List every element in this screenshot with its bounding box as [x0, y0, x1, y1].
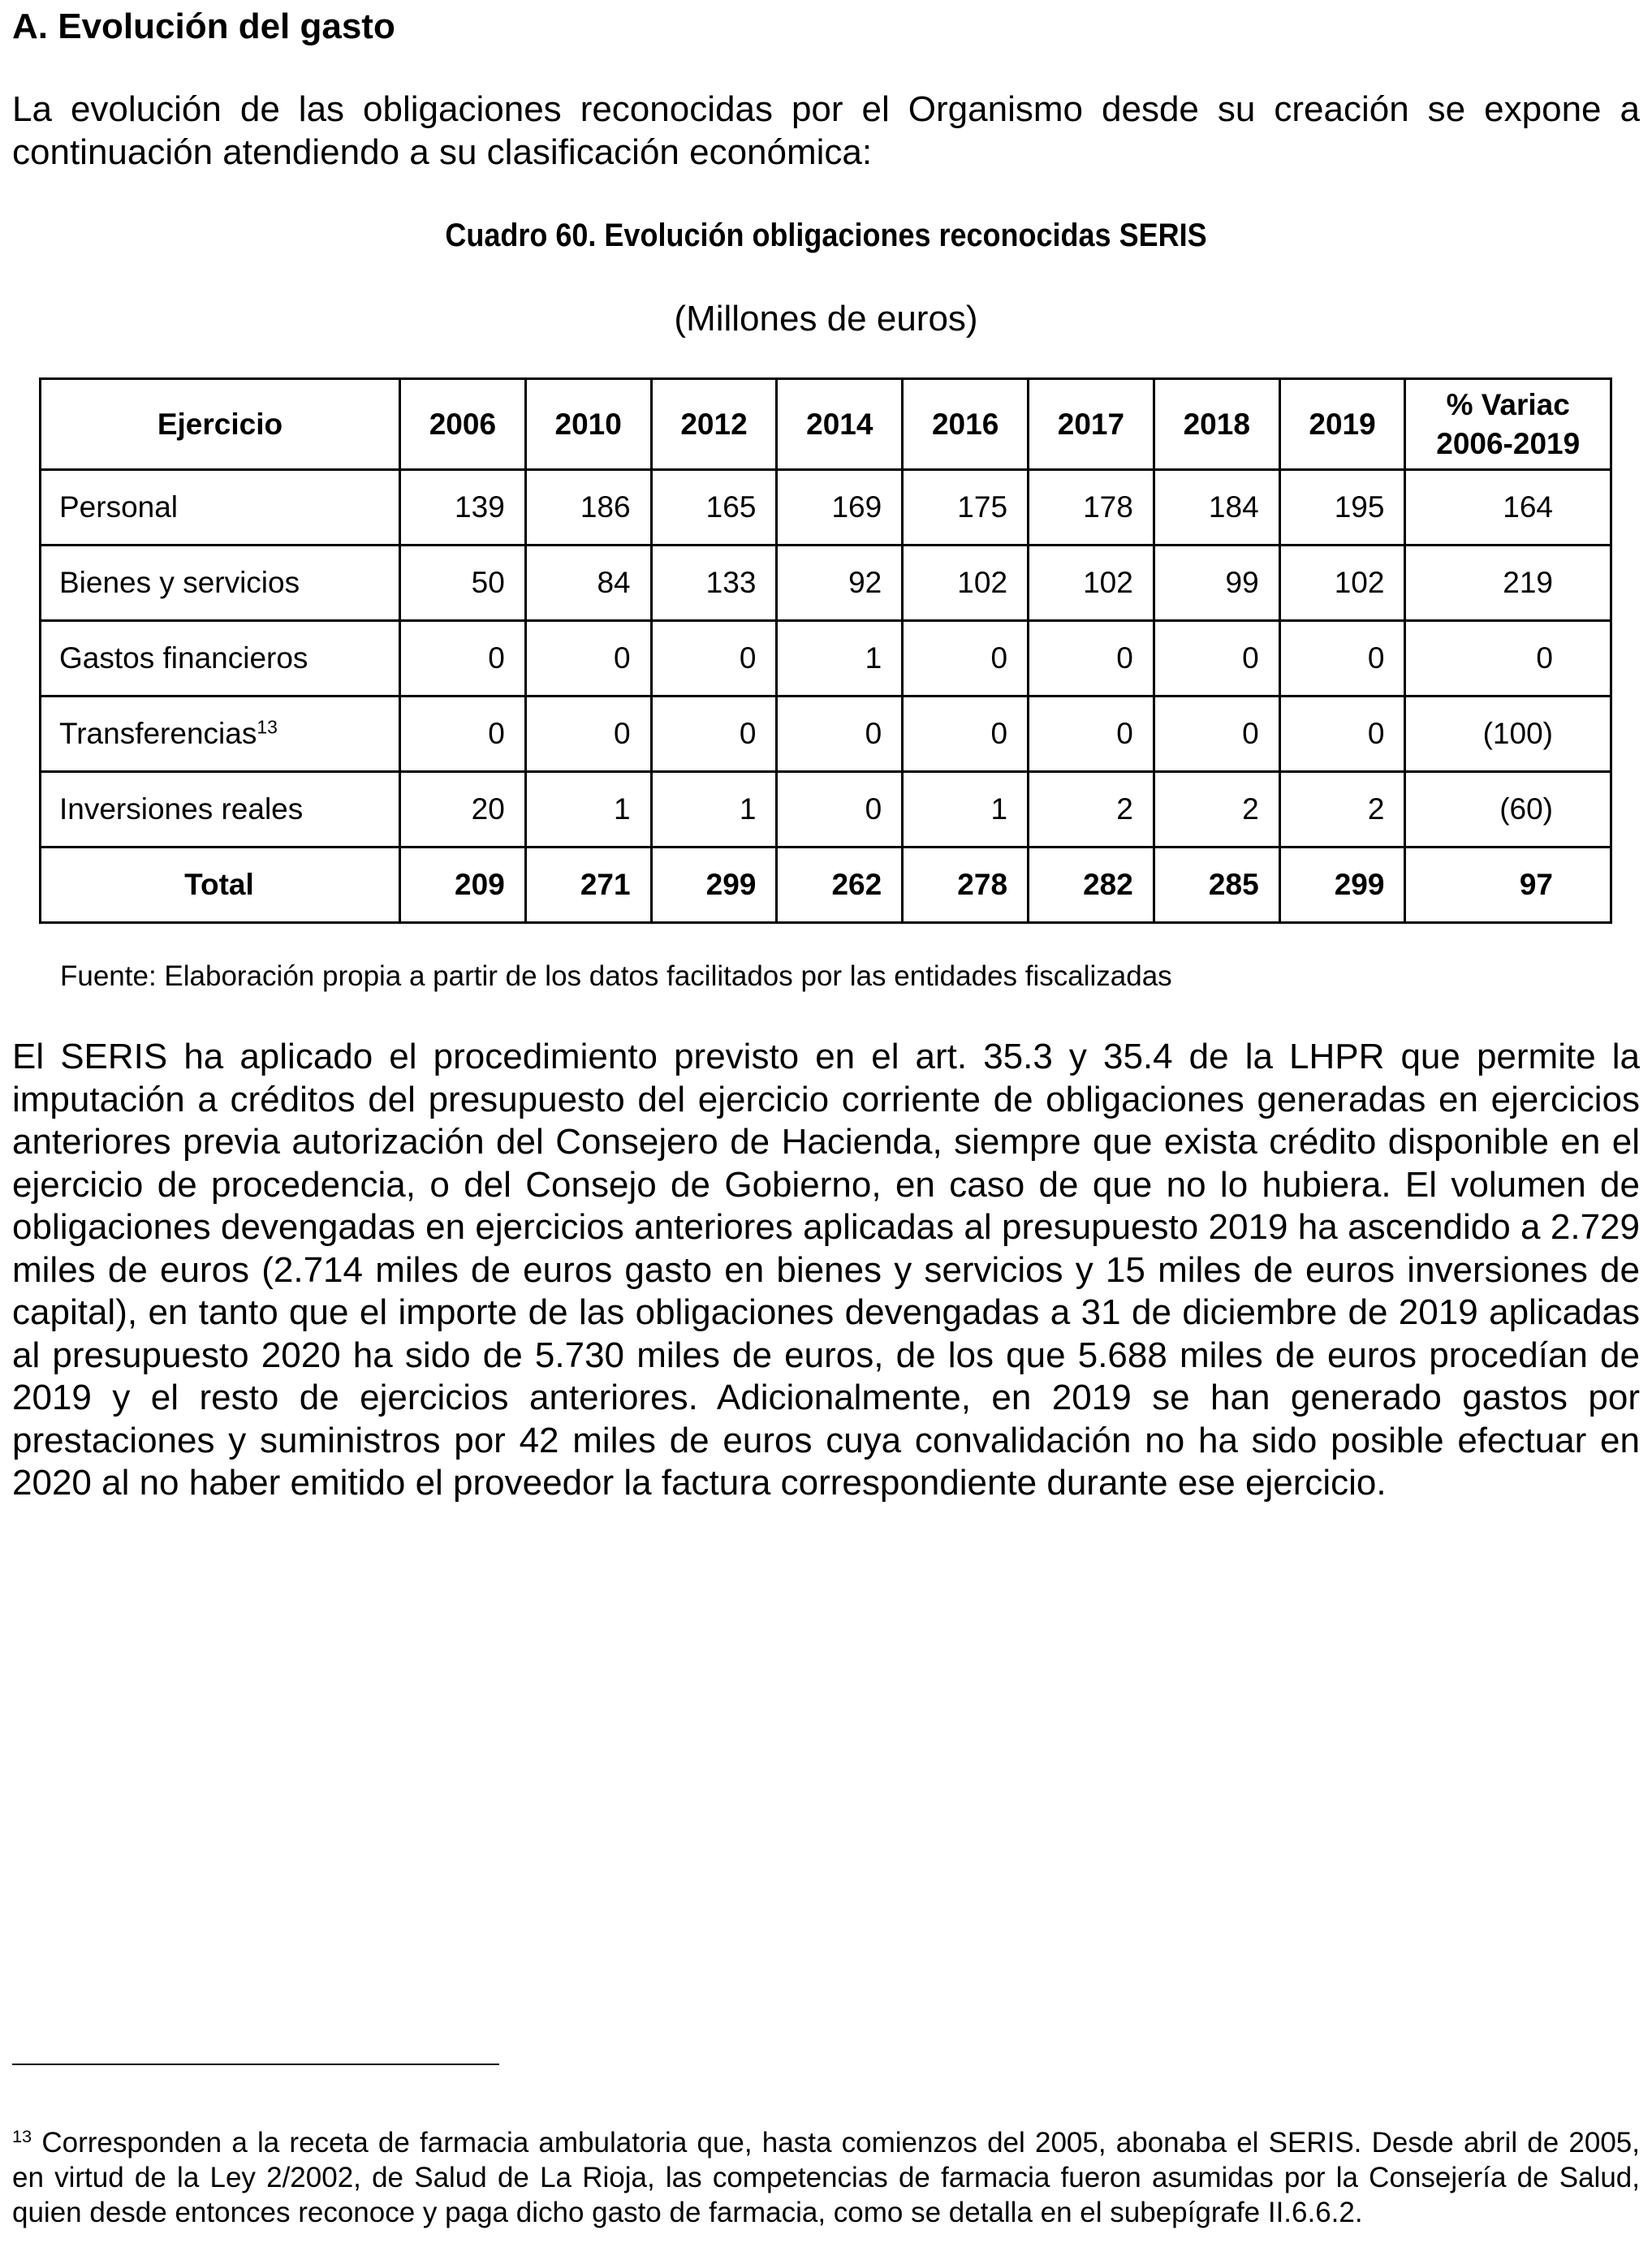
header-pct	[1405, 379, 1611, 470]
row-label-text: Transferencias	[59, 717, 257, 750]
cell-value: 102	[903, 546, 1029, 621]
cell-pct: 219	[1405, 546, 1611, 621]
cell-value: 0	[1029, 697, 1154, 772]
header-year: 2014	[777, 379, 903, 470]
header-year: 2018	[1154, 379, 1279, 470]
table-row	[41, 772, 1611, 847]
cell-value: 50	[399, 546, 525, 621]
footnote-mark: 13	[12, 2126, 32, 2147]
cell-value: 0	[1154, 621, 1279, 697]
cell-value: 102	[1279, 546, 1405, 621]
cell-pct: 164	[1405, 470, 1611, 546]
table-title: Cuadro 60. Evolución obligaciones reconocidas SERIS	[445, 218, 1207, 253]
footnote-ref: 13	[257, 716, 278, 738]
row-label: Personal	[41, 470, 400, 546]
cell-value: 1	[777, 621, 903, 697]
header-year: 2010	[525, 379, 651, 470]
cell-value: 184	[1154, 470, 1279, 546]
cell-value: 178	[1029, 470, 1154, 546]
row-label: Inversiones reales	[41, 772, 400, 847]
cell-value: 1	[903, 772, 1029, 847]
total-label: Total	[41, 847, 400, 923]
total-value: 271	[525, 847, 651, 923]
cell-value: 0	[777, 697, 903, 772]
cell-value: 0	[903, 697, 1029, 772]
cell-value: 0	[399, 621, 525, 697]
table-row	[41, 697, 1611, 772]
cell-value: 165	[651, 470, 777, 546]
cell-value: 1	[525, 772, 651, 847]
cell-value: 139	[399, 470, 525, 546]
cell-value: 0	[777, 772, 903, 847]
cell-value: 0	[399, 697, 525, 772]
cell-value: 0	[525, 697, 651, 772]
cell-value: 2	[1029, 772, 1154, 847]
total-value: 285	[1154, 847, 1279, 923]
header-year: 2019	[1279, 379, 1405, 470]
cell-value: 169	[777, 470, 903, 546]
header-pct-line1: % Variac	[1446, 387, 1570, 421]
header-year: 2006	[399, 379, 525, 470]
cell-value: 20	[399, 772, 525, 847]
footnote	[12, 2125, 1640, 2230]
section-heading: A. Evolución del gasto	[12, 6, 395, 46]
cell-value: 0	[651, 621, 777, 697]
table-row	[41, 470, 1611, 546]
total-pct: 97	[1405, 847, 1611, 923]
expenditure-table	[39, 377, 1612, 924]
cell-value: 0	[1279, 621, 1405, 697]
cell-pct: 0	[1405, 621, 1611, 697]
total-value: 299	[651, 847, 777, 923]
cell-value: 0	[903, 621, 1029, 697]
header-pct-line2: 2006-2019	[1436, 426, 1581, 460]
table-units: (Millones de euros)	[674, 299, 978, 339]
header-label: Ejercicio	[41, 379, 400, 470]
footnote-divider	[12, 2064, 499, 2065]
header-year: 2012	[651, 379, 777, 470]
row-label: Bienes y servicios	[41, 546, 400, 621]
cell-value: 195	[1279, 470, 1405, 546]
cell-value: 0	[1154, 697, 1279, 772]
intro-paragraph: La evolución de las obligaciones reconocidas por el Organismo desde su creación se expone a continuación atendiendo a su clasificación económica:	[12, 89, 1640, 172]
cell-value: 1	[651, 772, 777, 847]
footnote-text: Corresponden a la receta de farmacia ambulatoria que, hasta comienzos del 2005, abonaba el SERIS. Desde abril de 2005, en virtud de la Ley 2/2002, de Salud de La Rioja, las competencias de farmacia fueron asumidas por la Consejería de Salud, quien desde entonces reconoce y paga dicho gasto de farmacia, como se detalla en el subepígrafe II.6.6.2.	[12, 2127, 1640, 2228]
header-year: 2017	[1029, 379, 1154, 470]
total-value: 282	[1029, 847, 1154, 923]
table-header-row	[41, 379, 1611, 470]
table-total-row	[41, 847, 1611, 923]
total-value: 262	[777, 847, 903, 923]
cell-value: 92	[777, 546, 903, 621]
row-label	[41, 697, 400, 772]
total-value: 209	[399, 847, 525, 923]
table-row	[41, 546, 1611, 621]
cell-value: 102	[1029, 546, 1154, 621]
table-row	[41, 621, 1611, 697]
cell-value: 0	[651, 697, 777, 772]
row-label: Gastos financieros	[41, 621, 400, 697]
cell-value: 133	[651, 546, 777, 621]
cell-pct: (100)	[1405, 697, 1611, 772]
cell-pct: (60)	[1405, 772, 1611, 847]
cell-value: 2	[1279, 772, 1405, 847]
total-value: 278	[903, 847, 1029, 923]
cell-value: 0	[1029, 621, 1154, 697]
cell-value: 99	[1154, 546, 1279, 621]
table-source: Fuente: Elaboración propia a partir de los datos facilitados por las entidades fiscalizadas	[60, 960, 1172, 992]
cell-value: 175	[903, 470, 1029, 546]
cell-value: 0	[1279, 697, 1405, 772]
total-value: 299	[1279, 847, 1405, 923]
cell-value: 84	[525, 546, 651, 621]
cell-value: 186	[525, 470, 651, 546]
header-year: 2016	[903, 379, 1029, 470]
body-paragraph: El SERIS ha aplicado el procedimiento previsto en el art. 35.3 y 35.4 de la LHPR que permite la imputación a créditos del presupuesto del ejercicio corriente de obligaciones generadas en ejercicios anteriores previa autorización del Consejero de Hacienda, siempre que exista crédito disponible en el ejercicio de procedencia, o del Consejo de Gobierno, en caso de que no lo hubiera. El volumen de obligaciones devengadas en ejercicios anteriores aplicadas al presupuesto 2019 ha ascendido a 2.729 miles de euros (2.714 miles de euros gasto en bienes y servicios y 15 miles de euros inversiones de capital), en tanto que el importe de las obligaciones devengadas a 31 de diciembre de 2019 aplicadas al presupuesto 2020 ha sido de 5.730 miles de euros, de los que 5.688 miles de euros procedían de 2019 y el resto de ejercicios anteriores. Adicionalmente, en 2019 se han generado gastos por prestaciones y suministros por 42 miles de euros cuya convalidación no ha sido posible efectuar en 2020 al no haber emitido el proveedor la factura correspondiente durante ese ejercicio.	[12, 1037, 1640, 1503]
cell-value: 0	[525, 621, 651, 697]
cell-value: 2	[1154, 772, 1279, 847]
